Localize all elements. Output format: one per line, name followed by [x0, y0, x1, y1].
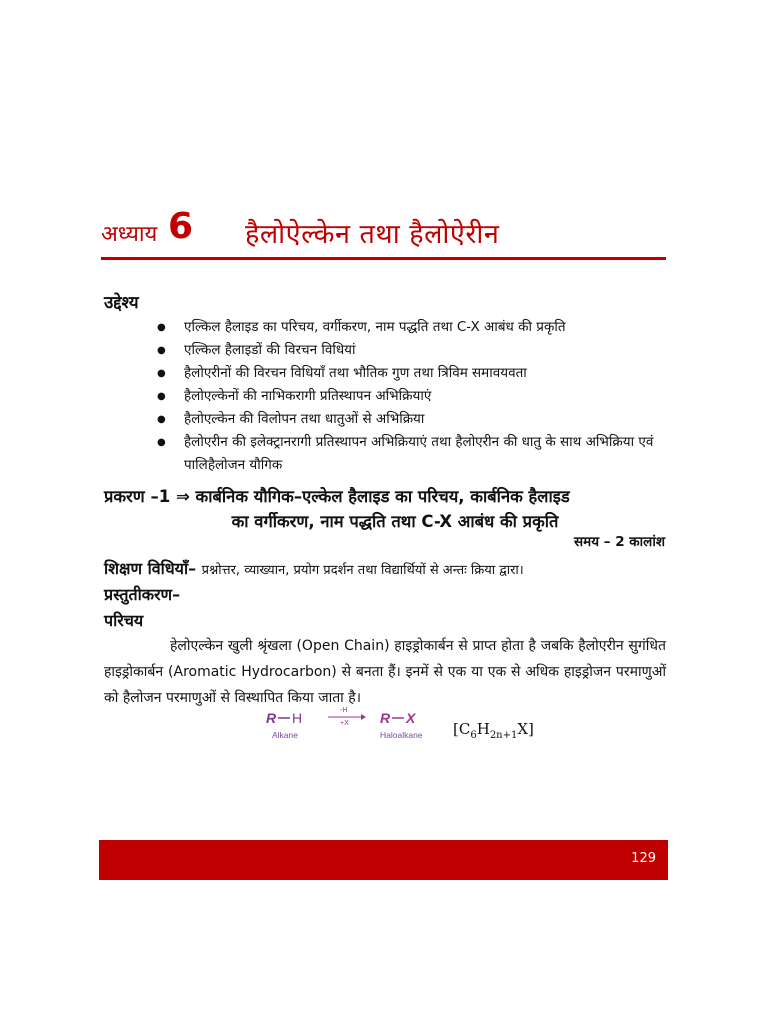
chapter-label: अध्याय: [101, 222, 158, 247]
reaction-arrowhead: [361, 714, 366, 720]
intro-paragraph: [104, 633, 666, 711]
reactant-r: R: [266, 710, 277, 726]
formula-prefix: [C: [453, 720, 471, 738]
product-r: R: [380, 710, 391, 726]
objective-item: ● हैलोएल्केन की विलोपन तथा धातुओं से अभिक्रिया: [160, 408, 670, 431]
formula-suffix: X]: [517, 720, 534, 738]
product-x: X: [406, 710, 416, 726]
page-number: 129: [631, 851, 656, 866]
reactant-label: Alkane: [272, 730, 298, 740]
chapter-number: 6: [168, 206, 194, 247]
topic-label: प्रकरण –1 ⇒: [104, 487, 190, 506]
objective-item: ● एल्किल हैलाइडों की विरचन विधियां: [160, 339, 670, 362]
objectives-heading: उद्देश्य: [104, 293, 139, 313]
arrow-bottom-label: +X: [340, 720, 349, 727]
objective-item: ● हैलोएल्केनों की नाभिकरागी प्रतिस्थापन अभिक्रियाएं: [160, 385, 670, 408]
general-formula: [453, 720, 534, 741]
topic-line2: का वर्गीकरण, नाम पद्धति तथा C-X आबंध की प्रकृति: [231, 512, 559, 531]
topic-heading: [104, 484, 666, 534]
objective-item: ● हैलोएरीन की इलेक्ट्रानरागी प्रतिस्थापन अभिक्रियाएं तथा हैलोएरीन की धातु के साथ अभिक्रिया एवं पालिहैलोजन यौगिक: [160, 431, 670, 477]
objective-item: ● हैलोएरीनों की विरचन विधियाँ तथा भौतिक गुण तथा त्रिविम समावयवता: [160, 362, 670, 385]
teaching-methods-label: शिक्षण विधियाँ–: [104, 559, 197, 578]
intro-paragraph-text: हेलोएल्केन खुली श्रृंखला (Open Chain) हाइड्रोकार्बन से प्राप्त होता है जबकि हैलोएरीन सुगंधित हाइड्रोकार्बन (Aromatic Hydrocarbon) से बनता हैं। इनमें से एक या एक से अधिक हाइड्रोजन परमाणुओं को हैलोजन परमाणुओं से विस्थापित किया जाता है।: [104, 638, 666, 706]
reactant-h: H: [292, 710, 303, 726]
formula-hydrogen: H: [476, 720, 490, 738]
product-label: Haloalkane: [380, 730, 423, 740]
intro-heading: परिचय: [104, 611, 144, 630]
footer-bar: [99, 840, 668, 880]
teaching-methods: [104, 557, 524, 579]
title-divider: [101, 257, 666, 260]
formula-sub-carbon: 6: [470, 730, 477, 741]
teaching-methods-text: प्रश्नोत्तर, व्याख्यान, प्रयोग प्रदर्शन तथा विद्यार्थियों से अन्तः क्रिया द्वारा।: [201, 563, 524, 578]
presentation-heading: प्रस्तुतीकरण–: [104, 585, 181, 604]
topic-line1: कार्बनिक यौगिक–एल्केल हैलाइड का परिचय, कार्बनिक हैलाइड: [195, 487, 570, 506]
formula-sub-hydrogen: 2n+1: [489, 730, 518, 741]
objective-item: ● एल्किल हैलाइड का परिचय, वर्गीकरण, नाम पद्धति तथा C-X आबंध की प्रकृति: [160, 316, 670, 339]
reaction-scheme: [258, 704, 438, 744]
arrow-top-label: -H: [340, 707, 348, 714]
time-allocation: समय – 2 कालांश: [574, 534, 665, 550]
chapter-title: हैलोऐल्केन तथा हैलोऐरीन: [245, 219, 500, 250]
objectives-list: [160, 316, 670, 477]
